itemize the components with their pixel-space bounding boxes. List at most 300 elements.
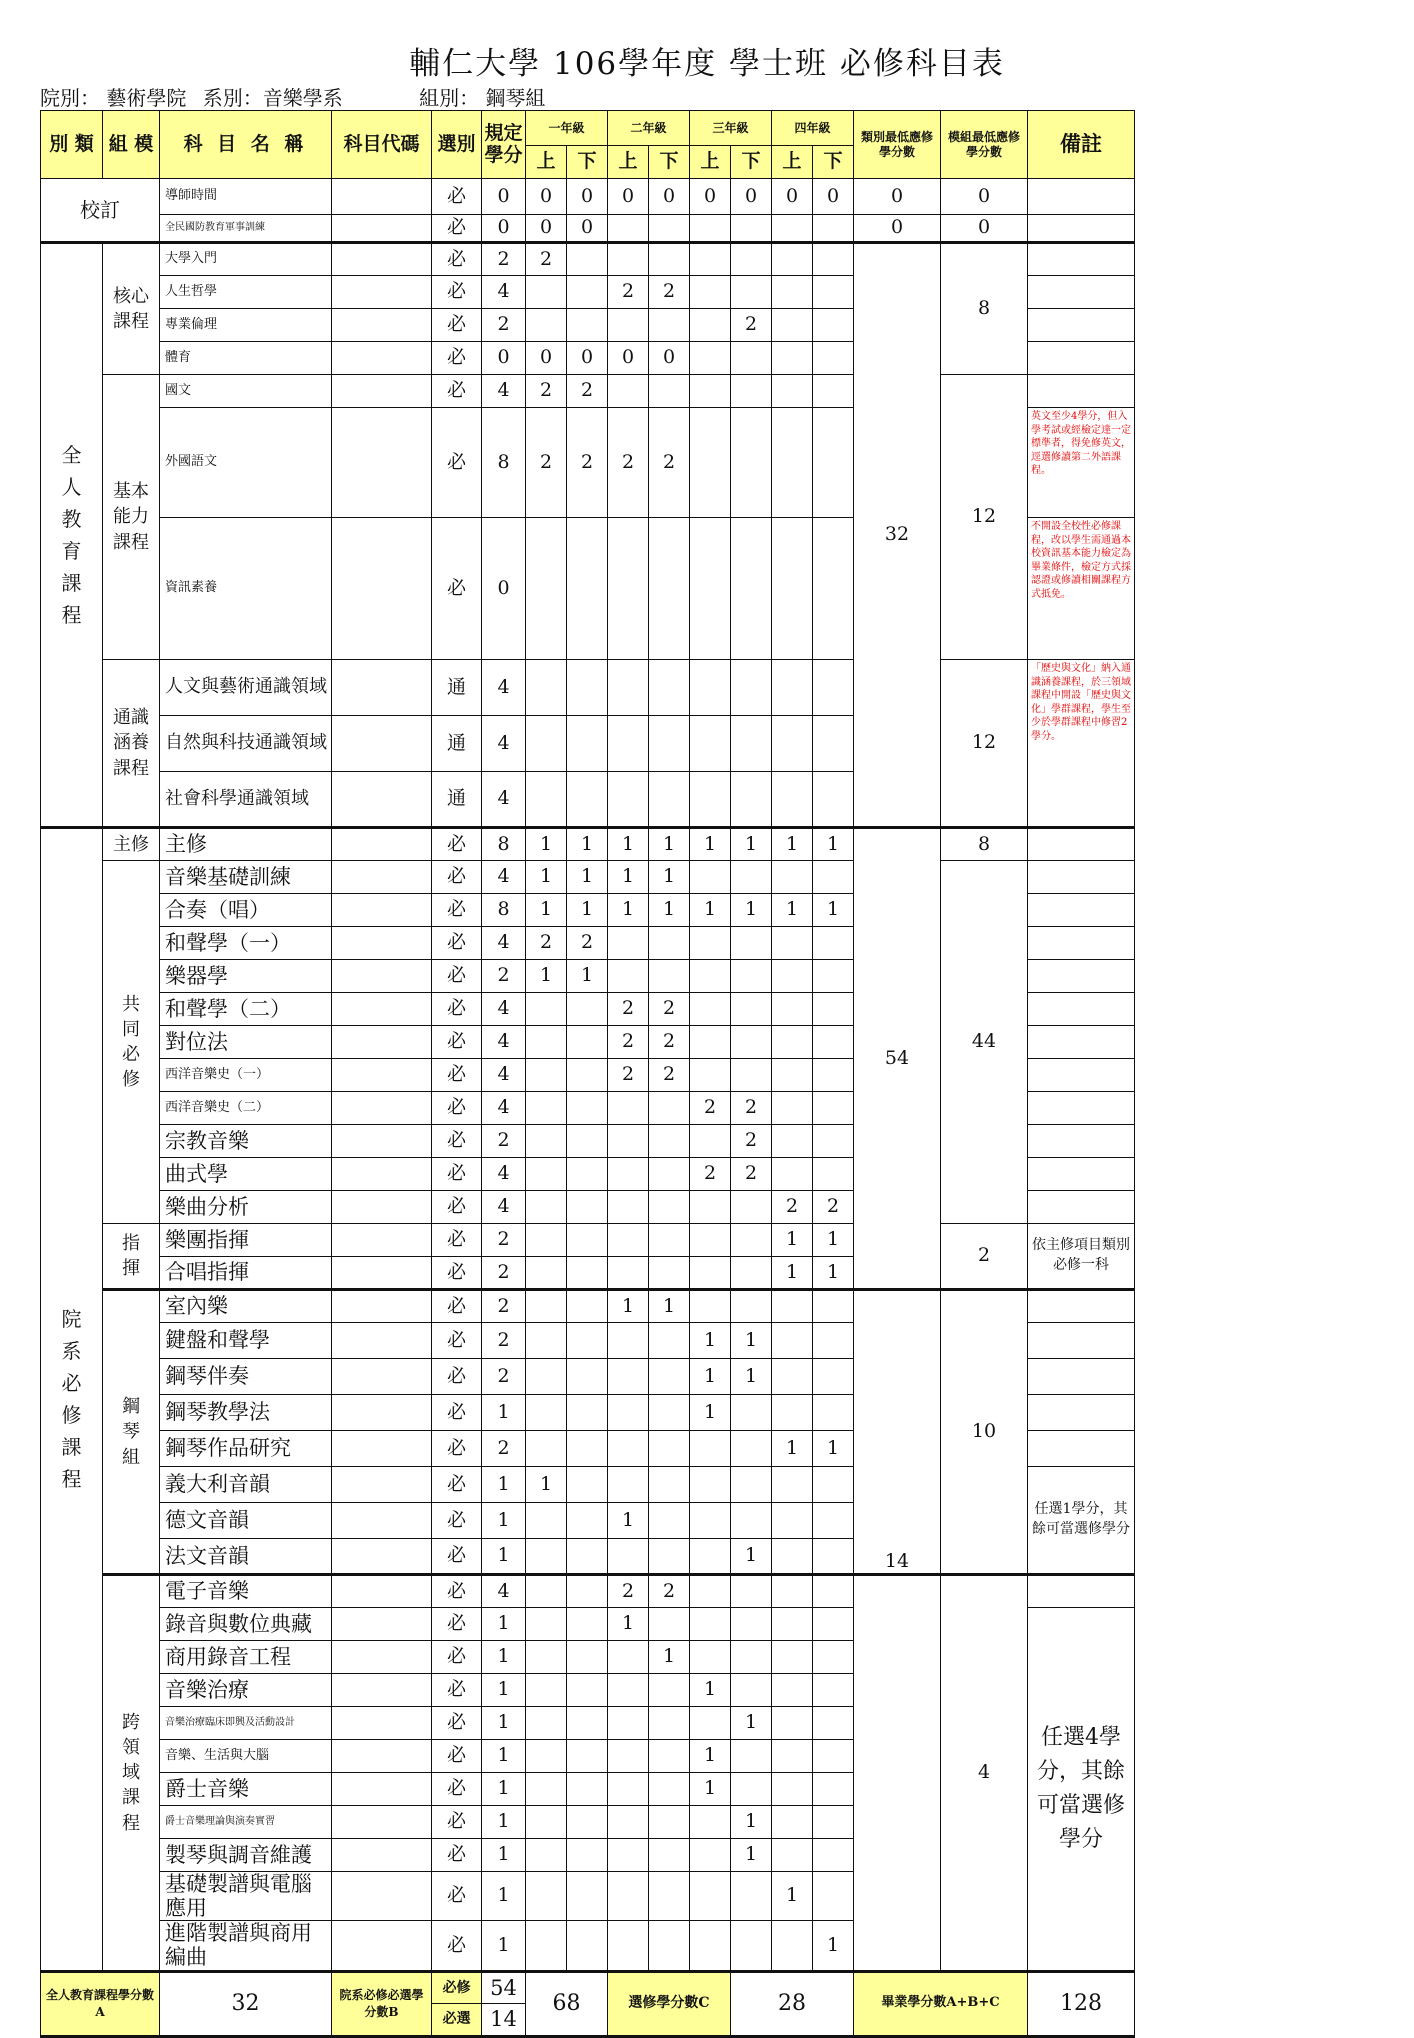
semester-credits (567, 309, 608, 342)
semester-credits (690, 1641, 731, 1674)
semester-credits (608, 1641, 649, 1674)
semester-credits (772, 1323, 813, 1359)
course-credits: 1 (482, 1707, 526, 1740)
semester-credits (690, 1839, 731, 1872)
semester-credits: 1 (772, 1224, 813, 1257)
semester-credits (731, 1467, 772, 1503)
semester-credits: 2 (649, 276, 690, 309)
semester-credits (813, 772, 854, 828)
semester-credits (649, 1092, 690, 1125)
semester-credits (731, 716, 772, 772)
header-mod-min: 模組最低應修學分數 (941, 111, 1028, 179)
remark-cell (1028, 1125, 1135, 1158)
semester-credits: 1 (608, 828, 649, 861)
course-credits: 4 (482, 927, 526, 960)
course-credits: 2 (482, 1359, 526, 1395)
course-credits: 4 (482, 660, 526, 716)
semester-credits (526, 1092, 567, 1125)
semester-credits: 1 (526, 861, 567, 894)
semester-credits (608, 660, 649, 716)
semester-credits: 1 (649, 828, 690, 861)
semester-credits (772, 1026, 813, 1059)
semester-credits (731, 772, 772, 828)
remark-cell (1028, 1026, 1135, 1059)
header-sem-upper: 上 (608, 146, 649, 179)
course-credits: 2 (482, 243, 526, 276)
semester-credits (772, 309, 813, 342)
semester-credits (526, 1503, 567, 1539)
semester-credits (608, 1359, 649, 1395)
course-credits: 1 (482, 1641, 526, 1674)
course-type: 必 (432, 1872, 482, 1921)
header-sem-lower: 下 (731, 146, 772, 179)
course-name: 人文與藝術通識領域 (160, 660, 332, 716)
semester-credits: 0 (608, 179, 649, 215)
req-sel-labels (432, 1971, 482, 2036)
semester-credits: 1 (526, 828, 567, 861)
semester-credits (567, 772, 608, 828)
semester-credits (526, 1323, 567, 1359)
header-year3: 三年級 (690, 111, 772, 146)
semester-credits (731, 1674, 772, 1707)
semester-credits: 1 (608, 1503, 649, 1539)
course-credits: 2 (482, 960, 526, 993)
course-name: 全民國防教育軍事訓練 (160, 215, 332, 243)
semester-credits (649, 1839, 690, 1872)
semester-credits (649, 716, 690, 772)
section-dept-required (41, 828, 103, 1972)
course-credits: 8 (482, 894, 526, 927)
select-value: 14 (482, 2003, 525, 2035)
semester-credits (649, 660, 690, 716)
semester-credits: 1 (608, 861, 649, 894)
course-credits: 4 (482, 1092, 526, 1125)
course-row (41, 1290, 1135, 1323)
semester-credits: 0 (608, 342, 649, 375)
category-min-credits: 0 (854, 179, 941, 215)
course-type: 必 (432, 179, 482, 215)
module-min-credits: 10 (941, 1290, 1028, 1575)
course-row (41, 1224, 1135, 1257)
module-min-credits: 0 (941, 215, 1028, 243)
semester-credits (690, 243, 731, 276)
semester-credits: 0 (731, 179, 772, 215)
semester-credits (567, 1608, 608, 1641)
course-code (332, 894, 432, 927)
semester-credits (567, 1921, 608, 1971)
course-name: 室內樂 (160, 1290, 332, 1323)
semester-credits (526, 1575, 567, 1608)
course-credits: 1 (482, 1467, 526, 1503)
semester-credits (813, 927, 854, 960)
grad-label: 畢業學分數A+B+C (854, 1971, 1028, 2036)
semester-credits: 1 (731, 1359, 772, 1395)
course-type: 必 (432, 1158, 482, 1191)
header-cat-min: 類別最低應修學分數 (854, 111, 941, 179)
semester-credits (813, 518, 854, 660)
course-type: 必 (432, 894, 482, 927)
course-credits: 4 (482, 1026, 526, 1059)
semester-credits (649, 1740, 690, 1773)
course-code (332, 1674, 432, 1707)
course-credits: 1 (482, 1921, 526, 1971)
course-row (41, 243, 1135, 276)
semester-credits: 2 (690, 1158, 731, 1191)
module-min-credits: 8 (941, 828, 1028, 861)
course-type: 必 (432, 927, 482, 960)
course-code (332, 1395, 432, 1431)
semester-credits (608, 1773, 649, 1806)
course-type: 必 (432, 276, 482, 309)
remark-cell: 任選4學分，其餘可當選修學分 (1028, 1608, 1135, 1972)
semester-credits: 1 (772, 828, 813, 861)
header-remarks: 備註 (1028, 111, 1135, 179)
vertical-label: 共同必修 (121, 993, 140, 1091)
header-course-code: 科目代碼 (332, 111, 432, 179)
semester-credits (649, 1323, 690, 1359)
semester-credits (772, 861, 813, 894)
semester-credits (608, 309, 649, 342)
semester-credits: 0 (813, 179, 854, 215)
semester-credits (526, 1395, 567, 1431)
semester-credits (608, 1224, 649, 1257)
course-type: 必 (432, 215, 482, 243)
semester-credits: 1 (690, 1740, 731, 1773)
course-type: 必 (432, 1395, 482, 1431)
semester-credits (567, 1575, 608, 1608)
remark-cell (1028, 828, 1135, 861)
semester-credits (567, 1674, 608, 1707)
remark-cell (1028, 993, 1135, 1026)
required-value: 54 (490, 1975, 517, 2000)
course-code (332, 1125, 432, 1158)
semester-credits: 1 (690, 1773, 731, 1806)
semester-credits (690, 276, 731, 309)
semester-credits (649, 1431, 690, 1467)
remark-cell: 依主修項目類別必修一科 (1028, 1224, 1135, 1290)
course-row (41, 215, 1135, 243)
semester-credits (772, 1290, 813, 1323)
semester-credits (608, 375, 649, 408)
course-code (332, 772, 432, 828)
remark-cell (1028, 1092, 1135, 1125)
semester-credits (731, 1608, 772, 1641)
semester-credits (567, 1158, 608, 1191)
totals-row (41, 1971, 1135, 2036)
semester-credits (526, 1921, 567, 1971)
course-type: 必 (432, 1806, 482, 1839)
course-code (332, 1359, 432, 1395)
semester-credits (731, 1431, 772, 1467)
semester-credits (772, 342, 813, 375)
semester-credits (649, 1707, 690, 1740)
course-credits: 1 (482, 1608, 526, 1641)
course-code (332, 660, 432, 716)
semester-credits (608, 772, 649, 828)
semester-credits (813, 1539, 854, 1575)
course-type: 必 (432, 1290, 482, 1323)
course-name: 合奏（唱） (160, 894, 332, 927)
semester-credits (567, 1740, 608, 1773)
remark-cell (1028, 1575, 1135, 1608)
remark-cell (1028, 1290, 1135, 1323)
semester-credits (813, 276, 854, 309)
semester-credits (813, 1503, 854, 1539)
semester-credits (813, 716, 854, 772)
semester-credits (649, 1806, 690, 1839)
course-code (332, 1539, 432, 1575)
course-code (332, 1431, 432, 1467)
semester-credits: 1 (813, 894, 854, 927)
semester-credits: 1 (772, 1872, 813, 1921)
semester-credits (567, 1773, 608, 1806)
semester-credits (608, 518, 649, 660)
semester-credits (608, 1158, 649, 1191)
semester-credits: 0 (567, 342, 608, 375)
course-code (332, 927, 432, 960)
semester-credits (567, 1431, 608, 1467)
semester-credits (526, 1608, 567, 1641)
header-category: 別 類 (41, 111, 103, 179)
vertical-label: 院系必修課程 (61, 1307, 82, 1492)
semester-credits (608, 243, 649, 276)
semester-credits (772, 375, 813, 408)
semester-credits (731, 1921, 772, 1971)
semester-credits: 2 (649, 408, 690, 518)
course-credits: 4 (482, 772, 526, 828)
semester-credits: 1 (649, 861, 690, 894)
course-name: 西洋音樂史（一） (160, 1059, 332, 1092)
semester-credits (772, 927, 813, 960)
semester-credits (690, 1575, 731, 1608)
course-code (332, 309, 432, 342)
course-name: 對位法 (160, 1026, 332, 1059)
semester-credits (690, 1026, 731, 1059)
semester-credits (567, 1290, 608, 1323)
course-table (40, 110, 1135, 2038)
semester-credits (608, 1431, 649, 1467)
course-type: 通 (432, 660, 482, 716)
semester-credits: 2 (731, 309, 772, 342)
semester-credits (526, 1224, 567, 1257)
header-sem-upper: 上 (772, 146, 813, 179)
semester-credits (526, 1707, 567, 1740)
semester-credits (690, 960, 731, 993)
course-type: 必 (432, 1125, 482, 1158)
semester-credits: 1 (526, 894, 567, 927)
course-credits: 4 (482, 1158, 526, 1191)
semester-credits: 2 (690, 1092, 731, 1125)
course-credits: 1 (482, 1395, 526, 1431)
semester-credits (649, 1158, 690, 1191)
course-name: 音樂治療 (160, 1674, 332, 1707)
header-row-1 (41, 111, 1135, 146)
semester-credits (772, 1059, 813, 1092)
semester-credits (567, 1839, 608, 1872)
semester-credits (731, 1059, 772, 1092)
remark-cell (1028, 375, 1135, 408)
semester-credits (608, 1092, 649, 1125)
course-row (41, 1575, 1135, 1608)
remark-cell (1028, 1395, 1135, 1431)
semester-credits: 2 (649, 1575, 690, 1608)
semester-credits (526, 1641, 567, 1674)
course-type: 必 (432, 1359, 482, 1395)
semester-credits (608, 1674, 649, 1707)
semester-credits (731, 1872, 772, 1921)
semester-credits: 2 (731, 1125, 772, 1158)
course-code (332, 1608, 432, 1641)
course-credits: 4 (482, 1191, 526, 1224)
semester-credits: 1 (731, 894, 772, 927)
semester-credits (690, 1608, 731, 1641)
semester-credits (813, 1773, 854, 1806)
semester-credits (567, 1059, 608, 1092)
remark-cell (1028, 1191, 1135, 1224)
course-type: 必 (432, 1059, 482, 1092)
semester-credits (690, 1921, 731, 1971)
semester-credits (772, 660, 813, 716)
semester-credits: 1 (690, 1674, 731, 1707)
course-name: 鋼琴作品研究 (160, 1431, 332, 1467)
semester-credits: 2 (608, 1026, 649, 1059)
semester-credits: 0 (690, 179, 731, 215)
course-type: 必 (432, 1608, 482, 1641)
semester-credits (772, 1503, 813, 1539)
header-sem-lower: 下 (567, 146, 608, 179)
course-credits: 1 (482, 1674, 526, 1707)
req-sel-values (482, 1971, 526, 2036)
semester-credits (690, 1431, 731, 1467)
semester-credits (772, 1806, 813, 1839)
course-code (332, 215, 432, 243)
semester-credits: 1 (608, 1290, 649, 1323)
semester-credits (608, 1839, 649, 1872)
semester-credits: 1 (690, 1323, 731, 1359)
course-name: 和聲學（二） (160, 993, 332, 1026)
vertical-label: 全人教育課程 (61, 443, 82, 627)
semester-credits (526, 772, 567, 828)
semester-credits (772, 1608, 813, 1641)
semester-credits (526, 1359, 567, 1395)
course-credits: 8 (482, 828, 526, 861)
course-code (332, 1839, 432, 1872)
category-min-credits: 14 (854, 1290, 941, 1575)
semester-credits (649, 1503, 690, 1539)
module-min-credits: 4 (941, 1575, 1028, 1972)
section-whole-person (41, 243, 103, 828)
course-credits: 2 (482, 1323, 526, 1359)
semester-credits (526, 1872, 567, 1921)
semester-credits (813, 1806, 854, 1839)
semester-credits (690, 1224, 731, 1257)
course-code (332, 1158, 432, 1191)
semester-credits: 2 (567, 408, 608, 518)
semester-credits: 1 (731, 1806, 772, 1839)
module-basic: 基本能力課程 (103, 375, 160, 660)
semester-credits (772, 1740, 813, 1773)
semester-credits (526, 1257, 567, 1290)
course-code (332, 993, 432, 1026)
course-name: 音樂基礎訓練 (160, 861, 332, 894)
header-sem-lower: 下 (813, 146, 854, 179)
semester-credits (731, 660, 772, 716)
semester-credits (526, 309, 567, 342)
course-name: 人生哲學 (160, 276, 332, 309)
semester-credits (567, 518, 608, 660)
semester-credits (649, 1608, 690, 1641)
semester-credits (526, 1806, 567, 1839)
semester-credits (731, 993, 772, 1026)
course-name: 主修 (160, 828, 332, 861)
semester-credits (731, 215, 772, 243)
semester-credits (813, 1026, 854, 1059)
semester-credits (813, 342, 854, 375)
course-credits: 4 (482, 716, 526, 772)
course-code (332, 716, 432, 772)
course-row (41, 179, 1135, 215)
course-type: 必 (432, 1224, 482, 1257)
course-row (41, 861, 1135, 894)
semester-credits: 1 (731, 1707, 772, 1740)
course-name: 音樂治療臨床即興及活動設計 (160, 1707, 332, 1740)
remark-cell (1028, 1158, 1135, 1191)
course-code (332, 1872, 432, 1921)
course-type: 必 (432, 1323, 482, 1359)
semester-credits (608, 1395, 649, 1431)
semester-credits (690, 309, 731, 342)
semester-credits: 1 (772, 1257, 813, 1290)
semester-credits (690, 1539, 731, 1575)
course-name: 專業倫理 (160, 309, 332, 342)
semester-credits (608, 215, 649, 243)
course-type: 必 (432, 375, 482, 408)
course-credits: 4 (482, 375, 526, 408)
course-type: 必 (432, 1839, 482, 1872)
semester-credits (567, 1191, 608, 1224)
semester-credits: 2 (772, 1191, 813, 1224)
remark-cell (1028, 1323, 1135, 1359)
semester-credits: 2 (526, 408, 567, 518)
subheader (40, 82, 555, 111)
semester-credits (690, 772, 731, 828)
semester-credits (731, 408, 772, 518)
semester-credits: 2 (608, 1059, 649, 1092)
course-credits: 8 (482, 408, 526, 518)
course-name: 資訊素養 (160, 518, 332, 660)
course-code (332, 1092, 432, 1125)
course-type: 必 (432, 1539, 482, 1575)
category-min-credits: 0 (854, 215, 941, 243)
semester-credits (526, 1026, 567, 1059)
course-name: 西洋音樂史（二） (160, 1092, 332, 1125)
semester-credits (772, 1359, 813, 1395)
course-credits: 2 (482, 1125, 526, 1158)
semester-credits (772, 276, 813, 309)
course-credits: 1 (482, 1872, 526, 1921)
remark-cell: 不開設全校性必修課程，改以學生需通過本校資訊基本能力檢定為畢業條件，檢定方式採認證或修讀相關課程方式抵免。 (1028, 518, 1135, 660)
semester-credits (567, 1323, 608, 1359)
semester-credits (690, 1806, 731, 1839)
semester-credits (567, 1395, 608, 1431)
semester-credits (526, 1290, 567, 1323)
semester-credits (649, 243, 690, 276)
semester-credits (813, 375, 854, 408)
semester-credits: 1 (690, 828, 731, 861)
semester-credits (813, 1359, 854, 1395)
module-core: 核心課程 (103, 243, 160, 375)
semester-credits: 0 (567, 179, 608, 215)
